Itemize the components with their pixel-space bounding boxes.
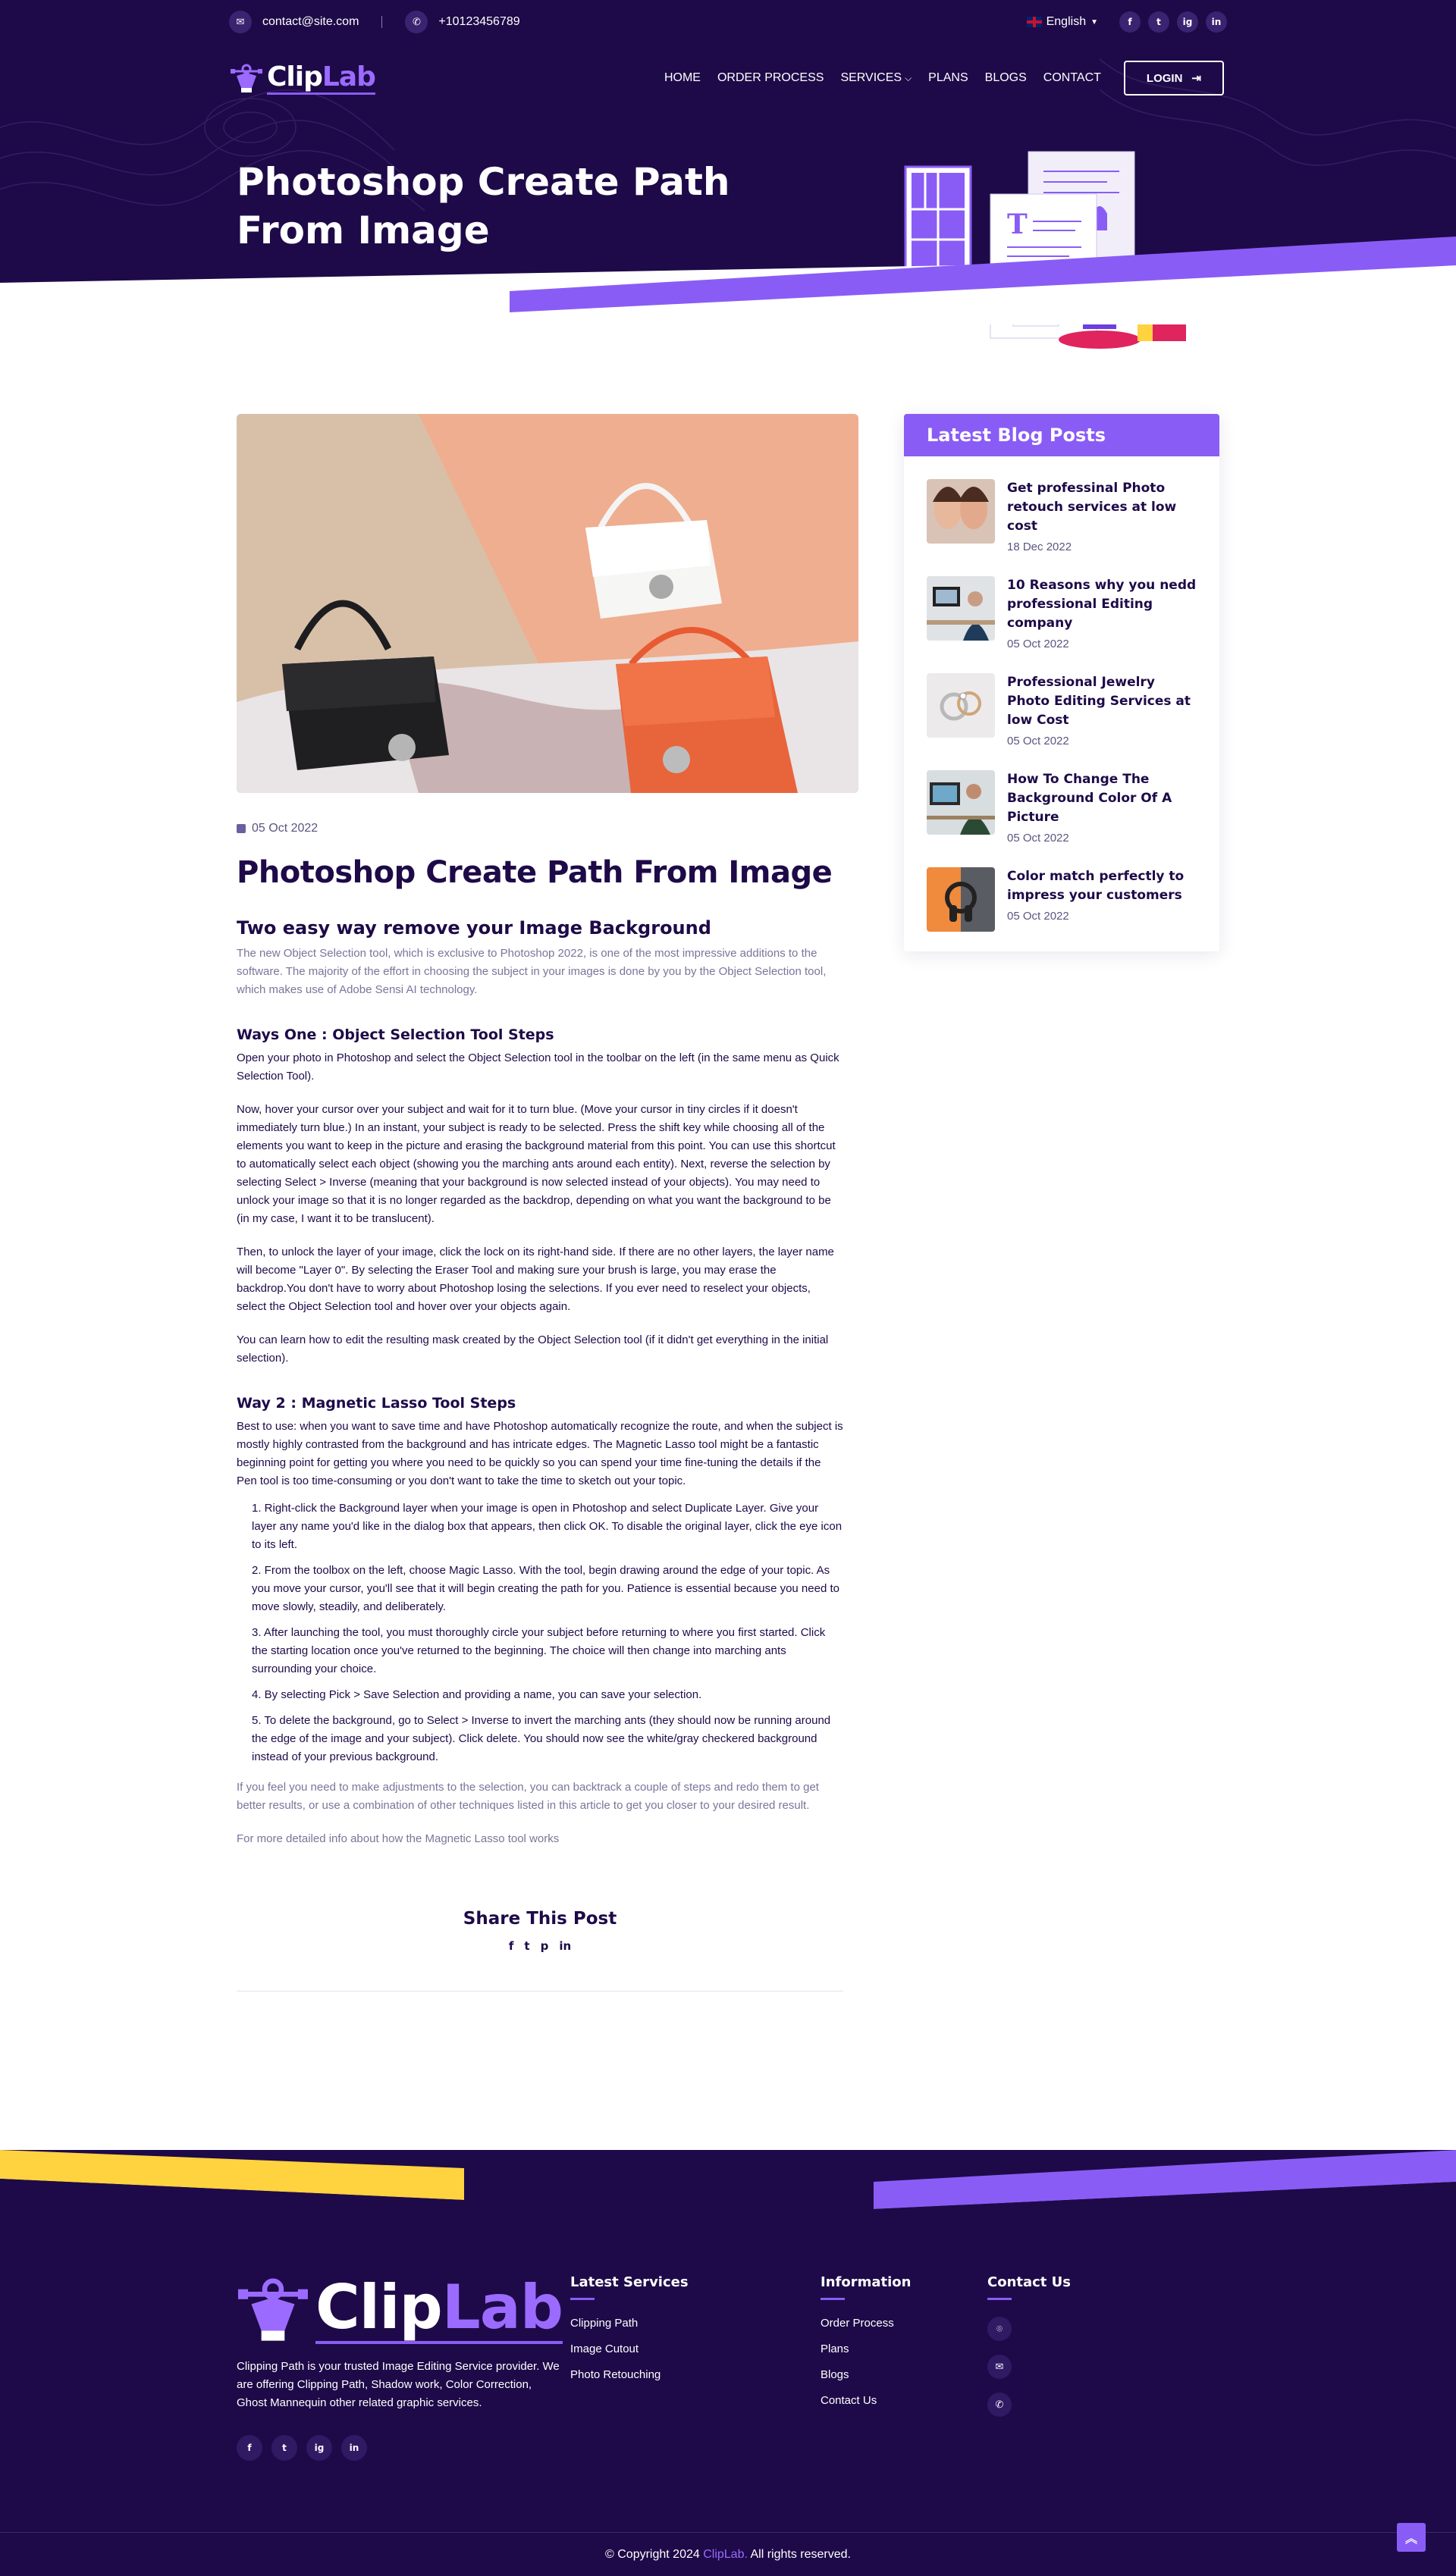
copyright-suffix: All rights reserved. — [750, 2548, 851, 2561]
nav-order-process[interactable]: ORDER PROCESS — [717, 71, 824, 84]
share-section — [237, 1909, 843, 1953]
brand-logo[interactable] — [231, 62, 375, 95]
post-title[interactable]: Color match perfectly to impress your customers — [1007, 869, 1185, 903]
copyright-bar — [0, 2532, 1456, 2576]
post-title[interactable]: Professional Jewelry Photo Editing Services at low Cost — [1007, 675, 1191, 728]
linkedin-icon[interactable]: in — [1206, 11, 1227, 33]
double-chevron-up-icon: ︽ — [1404, 2532, 1417, 2546]
hero — [0, 44, 1456, 324]
nav-home[interactable]: HOME — [664, 71, 701, 84]
way1-paragraph-2: Now, hover your cursor over your subject and wait for it to turn blue. (Move your cursor in tiny circles if it doesn't immediately turn blue.) In an instant, your subject is ready to be selected. Press the shift key while choosing all of the elements you want to keep in the picture and erasing the background material from this point. You can use this shortcut to automatically select each object (showing you the marching ants around each entity). Next, reverse the selection by selecting Select > Inverse (meaning that your background is now selected instead of your objects). You may need to unlock your image so that it is no longer regarded as the backdrop, depending on what you want the background to be (in my case, I want it to be translucent). — [237, 1103, 836, 1225]
way1-heading: Ways One : Object Selection Tool Steps — [237, 1026, 554, 1043]
footer-info-heading: Information — [821, 2274, 912, 2290]
topbar-phone[interactable] — [405, 11, 519, 33]
footer-phone[interactable]: ✆ +10123456789 — [987, 2393, 1206, 2417]
footer-link[interactable]: Plans — [821, 2343, 849, 2355]
footer-link[interactable]: Clipping Path — [570, 2317, 639, 2330]
login-button[interactable]: LOGIN ⇥ — [1124, 61, 1224, 96]
footer-link[interactable]: Order Process — [821, 2317, 894, 2330]
post-date: 05 Oct 2022 — [1007, 735, 1069, 747]
footer-brand-name: ClipLab — [315, 2272, 563, 2343]
way1-paragraph-1: Open your photo in Photoshop and select the Object Selection tool in the toolbar on the left (in the same menu as Quick Selection Tool). — [237, 1051, 839, 1083]
twitter-icon[interactable]: t — [271, 2435, 297, 2461]
nav-services[interactable]: SERVICES ⌵ — [840, 71, 912, 84]
share-title: Share This Post — [463, 1909, 617, 1929]
footer-information — [821, 2274, 911, 2420]
heading-underline — [570, 2298, 595, 2300]
phone-icon: ✆ — [987, 2393, 1012, 2417]
facebook-icon[interactable]: f — [1119, 11, 1141, 33]
sidebar-post[interactable] — [904, 576, 1219, 650]
hero-title: Photoshop Create Path From Image — [237, 160, 730, 252]
map-pin-icon: ⌾ — [987, 2317, 1012, 2341]
post-thumbnail — [927, 673, 995, 738]
latest-posts-sidebar — [904, 414, 1219, 951]
article-date-text: 05 Oct 2022 — [252, 822, 318, 835]
caret-down-icon: ▼ — [1090, 17, 1098, 27]
sidebar-post[interactable] — [904, 479, 1219, 553]
post-date: 05 Oct 2022 — [1007, 832, 1069, 845]
brand-name: ClipLab — [267, 62, 375, 95]
post-thumbnail — [927, 867, 995, 932]
article-outro-2: For more detailed info about how the Magnetic Lasso tool works — [237, 1832, 560, 1845]
sidebar-heading: Latest Blog Posts — [904, 414, 1219, 456]
article-featured-image — [237, 414, 858, 793]
sidebar-post[interactable] — [904, 770, 1219, 845]
main-nav — [237, 44, 1219, 112]
footer-link[interactable]: Blogs — [821, 2368, 849, 2381]
post-date: 05 Oct 2022 — [1007, 638, 1069, 650]
post-date: 05 Oct 2022 — [1007, 910, 1069, 923]
facebook-icon[interactable]: f — [237, 2435, 262, 2461]
nav-contact[interactable]: CONTACT — [1043, 71, 1101, 84]
heading-underline — [987, 2298, 1012, 2300]
step-item: 2. From the toolbox on the left, choose Magic Lasso. With the tool, begin drawing around the edge of your topic. As you move your cursor, you'll see that it will begin creating the path for you. Patience is essential because you need to move slowly, steadily, and deliberately. — [252, 1564, 839, 1613]
article-outro-1: If you feel you need to make adjustments to the selection, you can backtrack a couple of steps and redo them to get better results, or use a combination of other techniques listed in this article to get you closer to your desired result. — [237, 1781, 819, 1812]
share-facebook-icon[interactable]: f — [508, 1939, 514, 1953]
way2-heading: Way 2 : Magnetic Lasso Tool Steps — [237, 1395, 516, 1412]
footer-services — [570, 2274, 689, 2394]
sidebar-post[interactable] — [904, 673, 1219, 747]
heading-underline — [821, 2298, 845, 2300]
envelope-icon: ✉ — [229, 11, 252, 33]
footer-address: ⌾ 4517 Washington Ave. , New York — [987, 2317, 1206, 2341]
topbar-email[interactable] — [229, 11, 359, 33]
post-thumbnail — [927, 576, 995, 641]
divider — [237, 1991, 843, 1992]
post-thumbnail — [927, 479, 995, 544]
pen-tool-logo-icon — [237, 2274, 309, 2344]
back-to-top-button[interactable] — [1397, 2523, 1426, 2552]
footer-services-heading: Latest Services — [570, 2274, 689, 2290]
share-linkedin-icon[interactable]: in — [559, 1939, 572, 1953]
step-item: 1. Right-click the Background layer when your image is open in Photoshop and select Duplicate Layer. Give your layer any name you'd like in the dialog box that appears, then click OK. To disable the original layer, click the eye icon to its left. — [252, 1502, 843, 1551]
article-subtitle: Two easy way remove your Image Background — [237, 917, 711, 939]
uk-flag-icon — [1027, 17, 1042, 27]
top-bar — [0, 0, 1456, 44]
divider — [381, 16, 382, 28]
post-thumbnail — [927, 770, 995, 835]
footer-top-shape — [0, 2145, 1456, 2244]
article — [237, 414, 858, 1992]
post-title[interactable]: Get professinal Photo retouch services at low cost — [1007, 481, 1177, 534]
way1-paragraph-4: You can learn how to edit the resulting mask created by the Object Selection tool (if it didn't get everything in the initial selection). — [237, 1333, 829, 1365]
post-title[interactable]: 10 Reasons why you nedd professional Editing company — [1007, 578, 1197, 631]
sidebar-post[interactable] — [904, 867, 1219, 932]
post-title[interactable]: How To Change The Background Color Of A Picture — [1007, 772, 1172, 825]
sign-in-icon: ⇥ — [1191, 72, 1201, 85]
language-select[interactable] — [1027, 15, 1098, 29]
envelope-icon: ✉ — [987, 2355, 1012, 2379]
svg-text:T: T — [1007, 208, 1028, 240]
instagram-icon[interactable]: ig — [1177, 11, 1198, 33]
step-item: 4. By selecting Pick > Save Selection and providing a name, you can save your selection. — [252, 1688, 702, 1701]
footer-about — [237, 2274, 563, 2461]
share-twitter-icon[interactable]: t — [524, 1939, 530, 1953]
step-item: 5. To delete the background, go to Select > Inverse to invert the marching ants (they should now be running around the edge of the image and your subject). Click delete. You should now see the white/gray checkered background instead of your previous background. — [252, 1714, 831, 1763]
language-label: English — [1046, 15, 1087, 28]
post-date: 18 Dec 2022 — [1007, 541, 1072, 553]
footer-email[interactable]: ✉ contact@site.com — [987, 2355, 1206, 2379]
footer-contact — [987, 2274, 1206, 2430]
nav-plans[interactable]: PLANS — [928, 71, 968, 84]
footer-link[interactable]: Contact Us — [821, 2394, 877, 2407]
copyright-text: © Copyright 2024 — [605, 2548, 700, 2561]
footer-contact-heading: Contact Us — [987, 2274, 1072, 2290]
article-title: Photoshop Create Path From Image — [237, 855, 833, 890]
chevron-down-icon: ⌵ — [905, 72, 912, 83]
twitter-icon[interactable]: t — [1148, 11, 1169, 33]
topbar-email-text: contact@site.com — [262, 15, 359, 28]
pen-tool-logo-icon — [231, 62, 262, 94]
footer-logo[interactable] — [237, 2274, 563, 2344]
copyright-brand-link[interactable]: ClipLab. — [703, 2548, 748, 2561]
phone-icon: ✆ — [405, 11, 428, 33]
step-item: 3. After launching the tool, you must thoroughly circle your subject before returning to where you first started. Click the starting location once you've returned to the beginning. The choice will then change into marching ants surrounding your choice. — [252, 1626, 826, 1675]
handbags-photo — [237, 414, 858, 793]
linkedin-icon[interactable]: in — [341, 2435, 367, 2461]
footer-link[interactable]: Image Cutout — [570, 2343, 639, 2355]
way2-paragraph-1: Best to use: when you want to save time and have Photoshop automatically recognize the route, and when the subject is mostly highly contrasted from the background and has intricate edges. The Magnetic Lasso tool might be a fantastic beginning point for getting you where you need to be quickly so you can spend your time fine-tuning the details if the Pen tool is too time-consuming or you don't want to take the time to sketch out your topic. — [237, 1420, 843, 1487]
way1-paragraph-3: Then, to unlock the layer of your image, click the lock on its right-hand side. If there are no other layers, the layer name will become "Layer 0". By selecting the Eraser Tool and making sure your brush is large, you may erase the backdrop.You don't have to worry about Photoshop losing the selections. If you ever need to reselect your objects, select the Object Selection tool and hover over your objects again. — [237, 1246, 834, 1313]
nav-blogs[interactable]: BLOGS — [984, 71, 1027, 84]
footer-about-text: Clipping Path is your trusted Image Editing Service provider. We are offering Clipping Path, Shadow work, Color Correction, Ghost Mannequin other related graphic services. — [237, 2360, 560, 2409]
calendar-icon — [237, 824, 246, 833]
article-intro: The new Object Selection tool, which is exclusive to Photoshop 2022, is one of the most impressive additions to the software. The majority of the effort in choosing the subject in your images is done by you by the Object Selection tool, which makes use of Adobe Sensi AI technology. — [237, 947, 827, 996]
instagram-icon[interactable]: ig — [306, 2435, 332, 2461]
way2-steps — [252, 1500, 843, 1766]
share-pinterest-icon[interactable]: p — [540, 1939, 549, 1953]
topbar-phone-text: +10123456789 — [438, 15, 520, 28]
footer-link[interactable]: Photo Retouching — [570, 2368, 661, 2381]
article-date — [237, 822, 858, 835]
